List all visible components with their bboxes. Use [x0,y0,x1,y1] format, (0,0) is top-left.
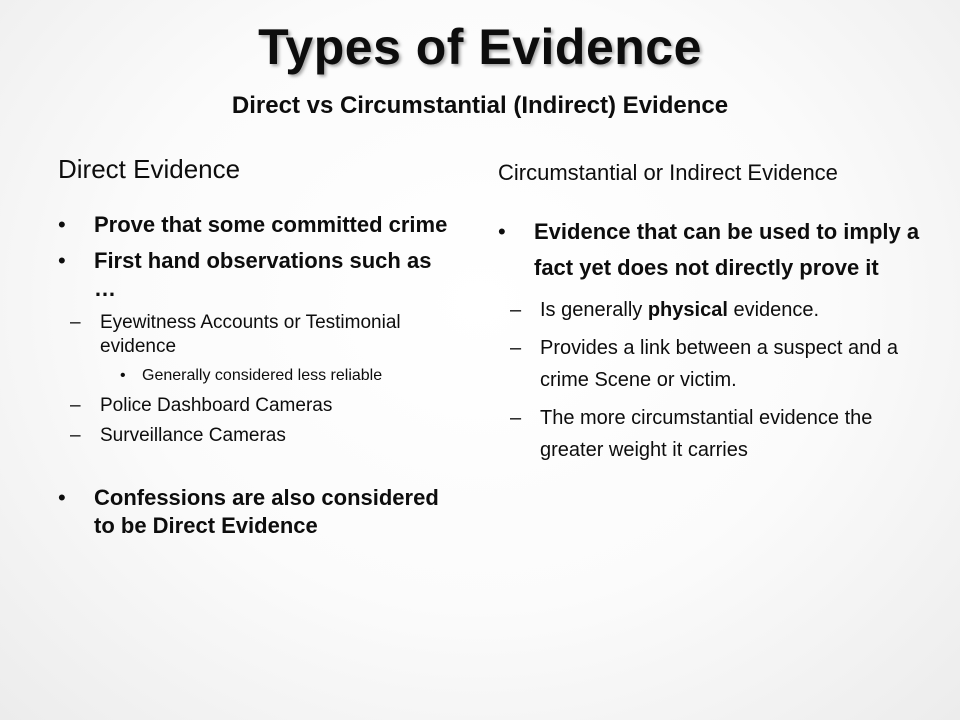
list-item-text: First hand observations such as … [94,248,432,301]
emphasis-text: physical [647,299,728,321]
bullet-icon: • [58,248,66,273]
sub-sub-list-item-text: Generally considered less reliable [142,367,383,384]
sub-list-item-text: Police Dashboard Cameras [100,395,333,416]
dash-icon: – [70,425,81,446]
bullet-icon: • [58,485,66,510]
list-item [58,484,458,540]
slide-title: Types of Evidence [258,19,702,75]
sub-list-item-text: The more circumstantial evidence the greater weight it carries [540,407,873,461]
sub-list-item [498,332,938,396]
bullet-icon: • [58,212,66,237]
sub-sub-list-item [58,365,458,386]
dash-icon: – [510,299,522,321]
dash-icon: – [510,407,522,429]
sub-list-item-text: Provides a link between a suspect and a crime Scene or victim. [540,337,898,391]
sub-list-item [58,424,458,448]
list-item [498,214,938,286]
direct-evidence-column [58,154,458,548]
direct-evidence-list [58,211,458,540]
bullet-icon: • [498,219,506,244]
list-item-text: Confessions are also considered to be Direct Evidence [94,485,439,538]
sub-list-item [58,394,458,418]
circumstantial-evidence-list [498,214,938,466]
sub-list-item-text: Eyewitness Accounts or Testimonial evidence [100,312,401,357]
dash-icon: – [70,312,81,333]
sub-list-item [58,311,458,359]
bullet-icon: • [120,367,126,384]
list-item [58,247,458,303]
sub-list-item-text-end: evidence. [727,299,820,321]
sub-list-item [498,402,938,466]
spacer [58,454,458,484]
slide-subtitle: Direct vs Circumstantial (Indirect) Evidence [231,92,729,119]
sub-list-item [498,294,938,326]
dash-icon: – [70,395,81,416]
dash-icon: – [510,337,522,359]
circumstantial-evidence-column [498,154,938,472]
list-item-text: Prove that some committed crime [94,212,448,237]
circumstantial-evidence-heading: Circumstantial or Indirect Evidence [498,160,838,185]
list-item-text: Evidence that can be used to imply a fact yet does not directly prove it [534,219,920,280]
sub-list-item-text: Surveillance Cameras [100,425,286,446]
direct-evidence-heading: Direct Evidence [58,154,241,184]
sub-list-item-text-start: Is generally [540,299,648,321]
list-item [58,211,458,239]
